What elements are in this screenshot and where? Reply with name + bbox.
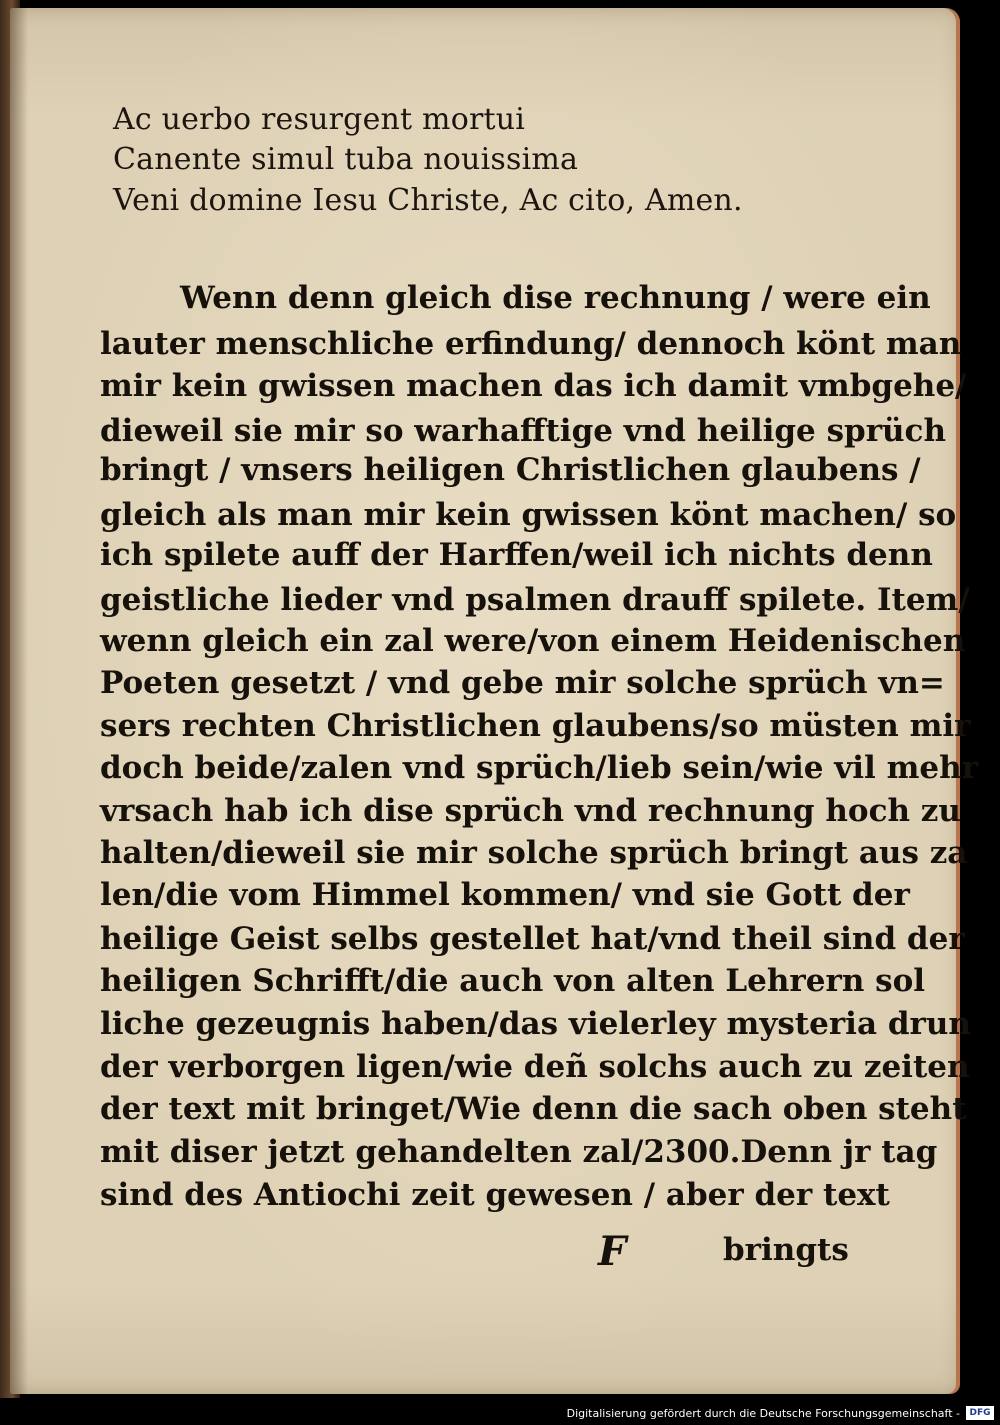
body-text-line: sers rechten Christlichen glaubens/so müsten mir — [100, 708, 971, 744]
body-text-line: heiligen Schrifft/die auch von alten Lehrern sol — [100, 963, 926, 999]
body-text-line: geistliche lieder vnd psalmen drauff spilete. Item/ — [100, 582, 970, 618]
dfg-logo: DFG — [966, 1406, 994, 1420]
body-text-line: wenn gleich ein zal were/von einem Heidenischen — [100, 623, 966, 659]
body-text-line: mir kein gwissen machen das ich damit vmbgehe/ — [100, 368, 967, 404]
signature-mark: F — [598, 1228, 627, 1275]
body-text-line: ich spilete auff der Harffen/weil ich nichts denn — [100, 537, 933, 573]
body-text-line: bringt / vnsers heiligen Christlichen glaubens / — [100, 452, 921, 488]
latin-verse-line: Canente simul tuba nouissima — [113, 142, 579, 177]
body-text-line: Wenn denn gleich dise rechnung / were ein — [180, 280, 931, 316]
body-text-line: halten/dieweil sie mir solche sprüch bringt aus za — [100, 835, 968, 871]
body-text-line: mit diser jetzt gehandelten zal/2300.Denn jr tag — [100, 1134, 938, 1170]
body-text-line: der verborgen ligen/wie deñ solchs auch zu zeiten — [100, 1049, 970, 1085]
latin-verse-line: Ac uerbo resurgent mortui — [113, 102, 526, 137]
body-text-line: der text mit bringet/Wie denn die sach oben steht — [100, 1091, 967, 1127]
body-text-line: lauter menschliche erfindung/ dennoch könt man — [100, 326, 962, 362]
spine-shadow — [10, 8, 28, 1394]
body-text-line: liche gezeugnis haben/das vielerley mysteria drun — [100, 1006, 971, 1042]
body-text-line: vrsach hab ich dise sprüch vnd rechnung hoch zu — [100, 793, 961, 829]
body-text-line: len/die vom Himmel kommen/ vnd sie Gott der — [100, 877, 910, 913]
body-text-line: Poeten gesetzt / vnd gebe mir solche sprüch vn= — [100, 665, 945, 701]
catchword: bringts — [723, 1232, 849, 1268]
body-text-line: heilige Geist selbs gestellet hat/vnd theil sind der — [100, 921, 965, 957]
footer-credit: Digitalisierung gefördert durch die Deutsche Forschungsgemeinschaft - — [566, 1407, 960, 1420]
latin-verse-line: Veni domine Iesu Christe, Ac cito, Amen. — [113, 183, 743, 218]
body-text-line: dieweil sie mir so warhafftige vnd heilige sprüch — [100, 413, 946, 449]
body-text-line: doch beide/zalen vnd sprüch/lieb sein/wie vil mehr — [100, 750, 979, 786]
body-text-line: gleich als man mir kein gwissen könt machen/ so — [100, 497, 957, 533]
body-text-line: sind des Antiochi zeit gewesen / aber der text — [100, 1177, 890, 1213]
